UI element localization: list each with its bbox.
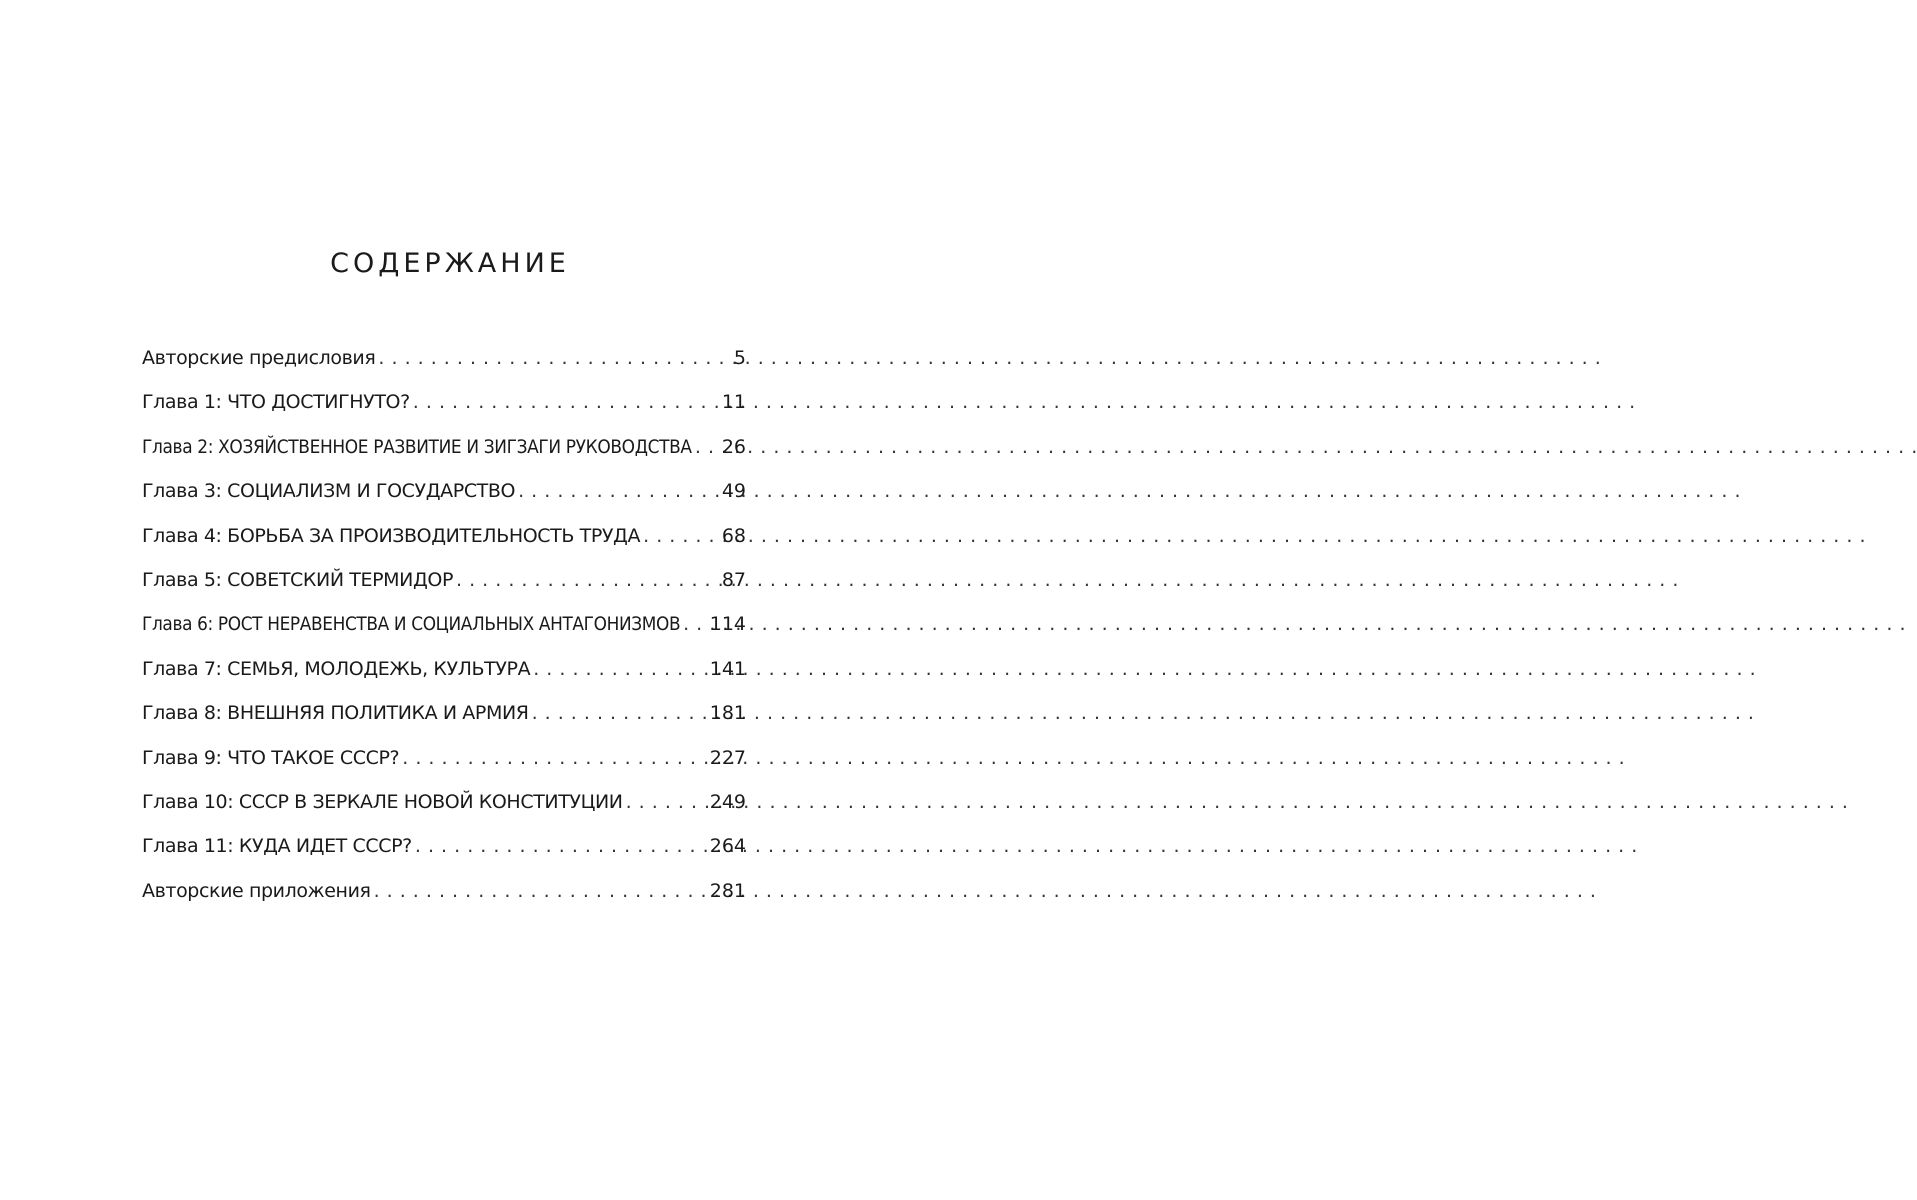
toc-entry-page: 249 [709,790,746,813]
toc-entry-label: Глава 11: КУДА ИДЕТ СССР? [142,835,412,858]
toc-entry-label: Глава 1: ЧТО ДОСТИГНУТО? [142,391,410,414]
toc-entry[interactable] [142,476,746,520]
toc-dot-leader [402,743,706,773]
toc-dot-leader [378,343,731,373]
toc-entry-page: 11 [721,391,746,414]
toc-entry[interactable] [142,565,746,609]
toc-dot-leader [413,387,719,417]
toc-entry[interactable] [142,876,746,920]
toc-entry-label: Глава 8: ВНЕШНЯЯ ПОЛИТИКА И АРМИЯ [142,702,529,725]
toc-entry-page: 264 [709,835,746,858]
toc-entry-page: 141 [709,657,746,680]
toc-entry-label: Глава 3: СОЦИАЛИЗМ И ГОСУДАРСТВО [142,480,516,503]
toc-entry-label: Глава 2: ХОЗЯЙСТВЕННОЕ РАЗВИТИЕ И ЗИГЗАГИ РУКОВОДСТВА [142,435,692,458]
table-of-contents [142,343,746,920]
toc-entry-label: Глава 7: СЕМЬЯ, МОЛОДЕЖЬ, КУЛЬТУРА [142,657,531,680]
toc-entry[interactable] [142,609,746,653]
toc-dot-leader [533,654,707,684]
toc-entry-label: Авторские предисловия [142,347,376,369]
toc-entry-label: Глава 9: ЧТО ТАКОЕ СССР? [142,746,400,769]
toc-entry-page: 227 [709,746,746,769]
toc-entry-label: Авторские приложения [142,879,371,902]
toc-entry[interactable] [142,387,746,431]
book-page [0,0,900,1200]
toc-entry-page: 87 [721,568,746,591]
toc-dot-leader [374,876,707,906]
toc-entry-page: 68 [721,524,746,547]
toc-entry-page: 26 [721,435,746,458]
toc-dot-leader [695,432,719,462]
toc-dot-leader [683,609,707,639]
toc-entry[interactable] [142,831,746,875]
toc-entry-page: 49 [721,480,746,503]
toc-entry[interactable] [142,521,746,565]
toc-entry-label: Глава 5: СОВЕТСКИЙ ТЕРМИДОР [142,568,454,591]
toc-entry-page: 181 [709,702,746,725]
toc-entry-page: 281 [709,879,746,902]
page-title: СОДЕРЖАНИЕ [330,248,570,279]
toc-entry[interactable] [142,787,746,831]
toc-entry-label: Глава 10: СССР В ЗЕРКАЛЕ НОВОЙ КОНСТИТУЦИИ [142,790,623,813]
toc-entry[interactable] [142,654,746,698]
toc-entry[interactable] [142,432,746,476]
toc-entry-page: 114 [709,613,746,636]
toc-dot-leader [626,787,707,817]
toc-entry-label: Глава 6: РОСТ НЕРАВЕНСТВА И СОЦИАЛЬНЫХ АНТАГОНИЗМОВ [142,613,681,636]
toc-entry-page: 5 [733,347,746,369]
toc-dot-leader [518,476,719,506]
toc-dot-leader [643,521,719,551]
toc-dot-leader [532,698,707,728]
toc-entry[interactable] [142,343,746,387]
toc-entry-label: Глава 4: БОРЬБА ЗА ПРОИЗВОДИТЕЛЬНОСТЬ ТРУДА [142,524,641,547]
toc-entry[interactable] [142,698,746,742]
toc-entry[interactable] [142,743,746,787]
toc-dot-leader [415,831,707,861]
toc-dot-leader [456,565,719,595]
